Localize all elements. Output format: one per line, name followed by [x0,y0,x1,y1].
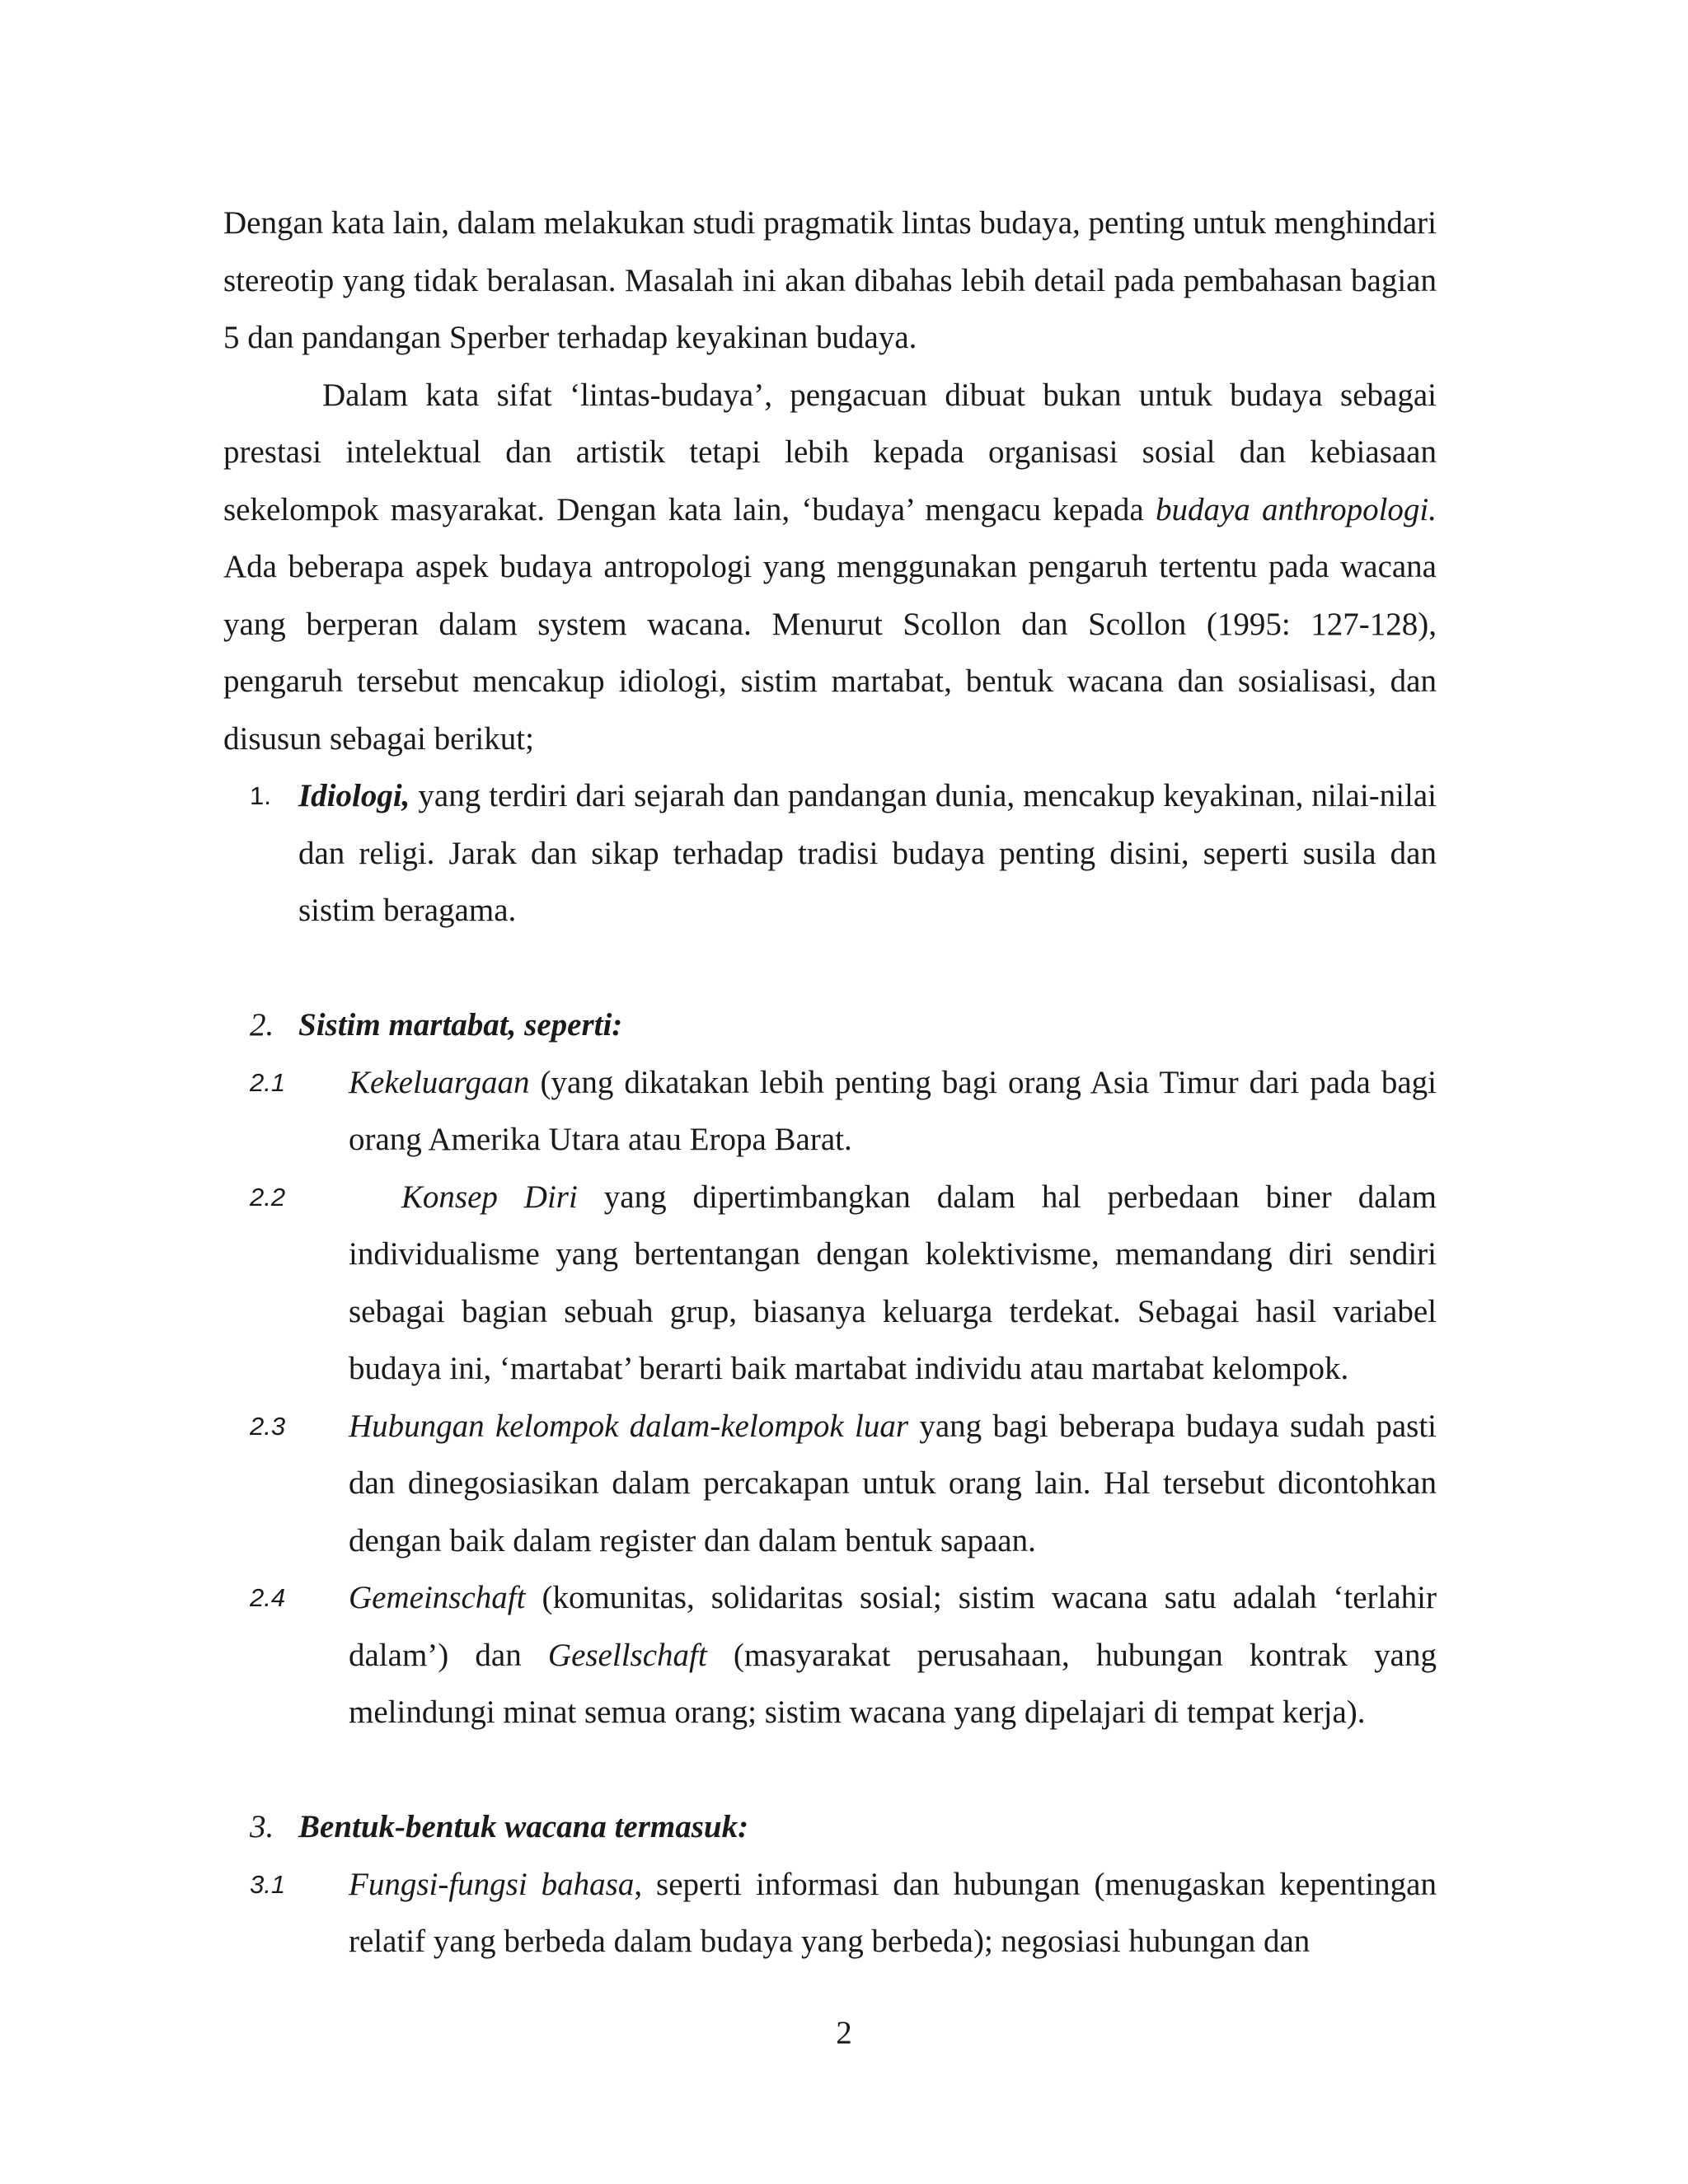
sub-item-number: 2.2 [250,1182,286,1212]
sub-item-number: 3.1 [250,1869,286,1899]
paragraph-cross-cultural [223,367,1437,768]
section-heading-text: Sistim martabat, seperti: [298,1007,623,1043]
list-item-idiologi [223,767,1437,940]
sub-item-number: 2.1 [250,1067,286,1097]
sub-item-3-1 [223,1856,1437,1971]
list-text: yang terdiri dari sejarah dan pandangan dunia, mencakup keyakinan, nilai-nilai dan religi. Jarak dan sikap terhadap tradisi budaya penting disini, seperti susila dan sistim beragama. [298,778,1437,928]
sub-item-text: yang dipertimbangkan dalam hal perbedaan biner dalam individualisme yang bertentangan dengan kolektivisme, memandang diri sendiri sebagai bagian sebuah grup, biasanya keluarga terdekat. Sebagai hasil variabel budaya ini, ‘martabat’ berarti baik martabat individu atau martabat kelompok. [349,1179,1437,1386]
list-term: Idiologi, [298,778,410,813]
document-page [223,194,1437,1971]
section-number: 3. [250,1809,274,1844]
paragraph-cross-cultural-text-a: Dalam kata sifat ‘lintas-budaya’, pengacuan dibuat bukan untuk budaya sebagai prestasi intelektual dan artistik tetapi lebih kepada organisasi sosial dan kebiasaan sekelompok masyarakat. Dengan kata lain, ‘budaya’ mengacu kepada [223,377,1437,527]
sub-item-term-b: Gesellschaft [547,1637,707,1673]
sub-item-number: 2.3 [250,1411,286,1441]
sub-item-2-1 [223,1054,1437,1169]
page-number: 2 [836,2015,852,2050]
sub-item-term: Fungsi-fungsi bahasa [349,1866,635,1902]
sub-item-text: yang bagi beberapa budaya sudah pasti dan dinegosiasikan dalam percakapan untuk orang lain. Hal tersebut dicontohkan dengan baik dalam register dan dalam bentuk sapaan. [349,1408,1437,1558]
paragraph-intro [223,194,1437,367]
list-number: 1. [250,781,271,810]
spacer [223,940,1437,997]
sub-item-text-b: (masyarakat perusahaan, hubungan kontrak yang melindungi minat semua orang; sistim wacana yang dipelajari di tempat kerja). [349,1637,1437,1730]
sub-item-number: 2.4 [250,1583,286,1612]
section-heading-sistim-martabat [223,996,1437,1054]
sub-item-text: (yang dikatakan lebih penting bagi orang Asia Timur dari pada bagi orang Amerika Utara atau Eropa Barat. [349,1064,1437,1157]
sub-item-term: Hubungan kelompok dalam-kelompok luar [349,1408,909,1444]
sub-item-2-4 [223,1569,1437,1741]
section-number: 2. [250,1007,274,1043]
sub-item-2-2 [223,1169,1437,1398]
sub-item-term: Gemeinschaft [349,1580,526,1615]
paragraph-intro-text: Dengan kata lain, dalam melakukan studi pragmatik lintas budaya, penting untuk menghindari stereotip yang tidak beralasan. Masalah ini akan dibahas lebih detail pada pembahasan bagian 5 dan pandangan Sperber terhadap keyakinan budaya. [223,205,1437,355]
sub-item-2-3 [223,1398,1437,1570]
section-heading-text: Bentuk-bentuk wacana termasuk: [298,1809,749,1844]
sub-item-text: (komunitas, solidaritas sosial; sistim wacana satu adalah ‘terlahir dalam’) dan [349,1580,1437,1673]
sub-item-term: Kekeluargaan [349,1064,530,1100]
paragraph-cross-cultural-italic: budaya anthropologi. [1155,491,1437,527]
spacer [223,1741,1437,1799]
section-heading-bentuk-wacana [223,1798,1437,1856]
sub-item-text: , seperti informasi dan hubungan (menugaskan kepentingan relatif yang berbeda dalam budaya yang berbeda); negosiasi hubungan dan [349,1866,1437,1959]
sub-item-term: Konsep Diri [401,1179,578,1215]
paragraph-cross-cultural-text-b: Ada beberapa aspek budaya antropologi yang menggunakan pengaruh tertentu pada wacana yang berperan dalam system wacana. Menurut Scollon dan Scollon (1995: 127-128), pengaruh tersebut mencakup idiologi, sistim martabat, bentuk wacana dan sosialisasi, dan disusun sebagai berikut; [223,549,1437,757]
